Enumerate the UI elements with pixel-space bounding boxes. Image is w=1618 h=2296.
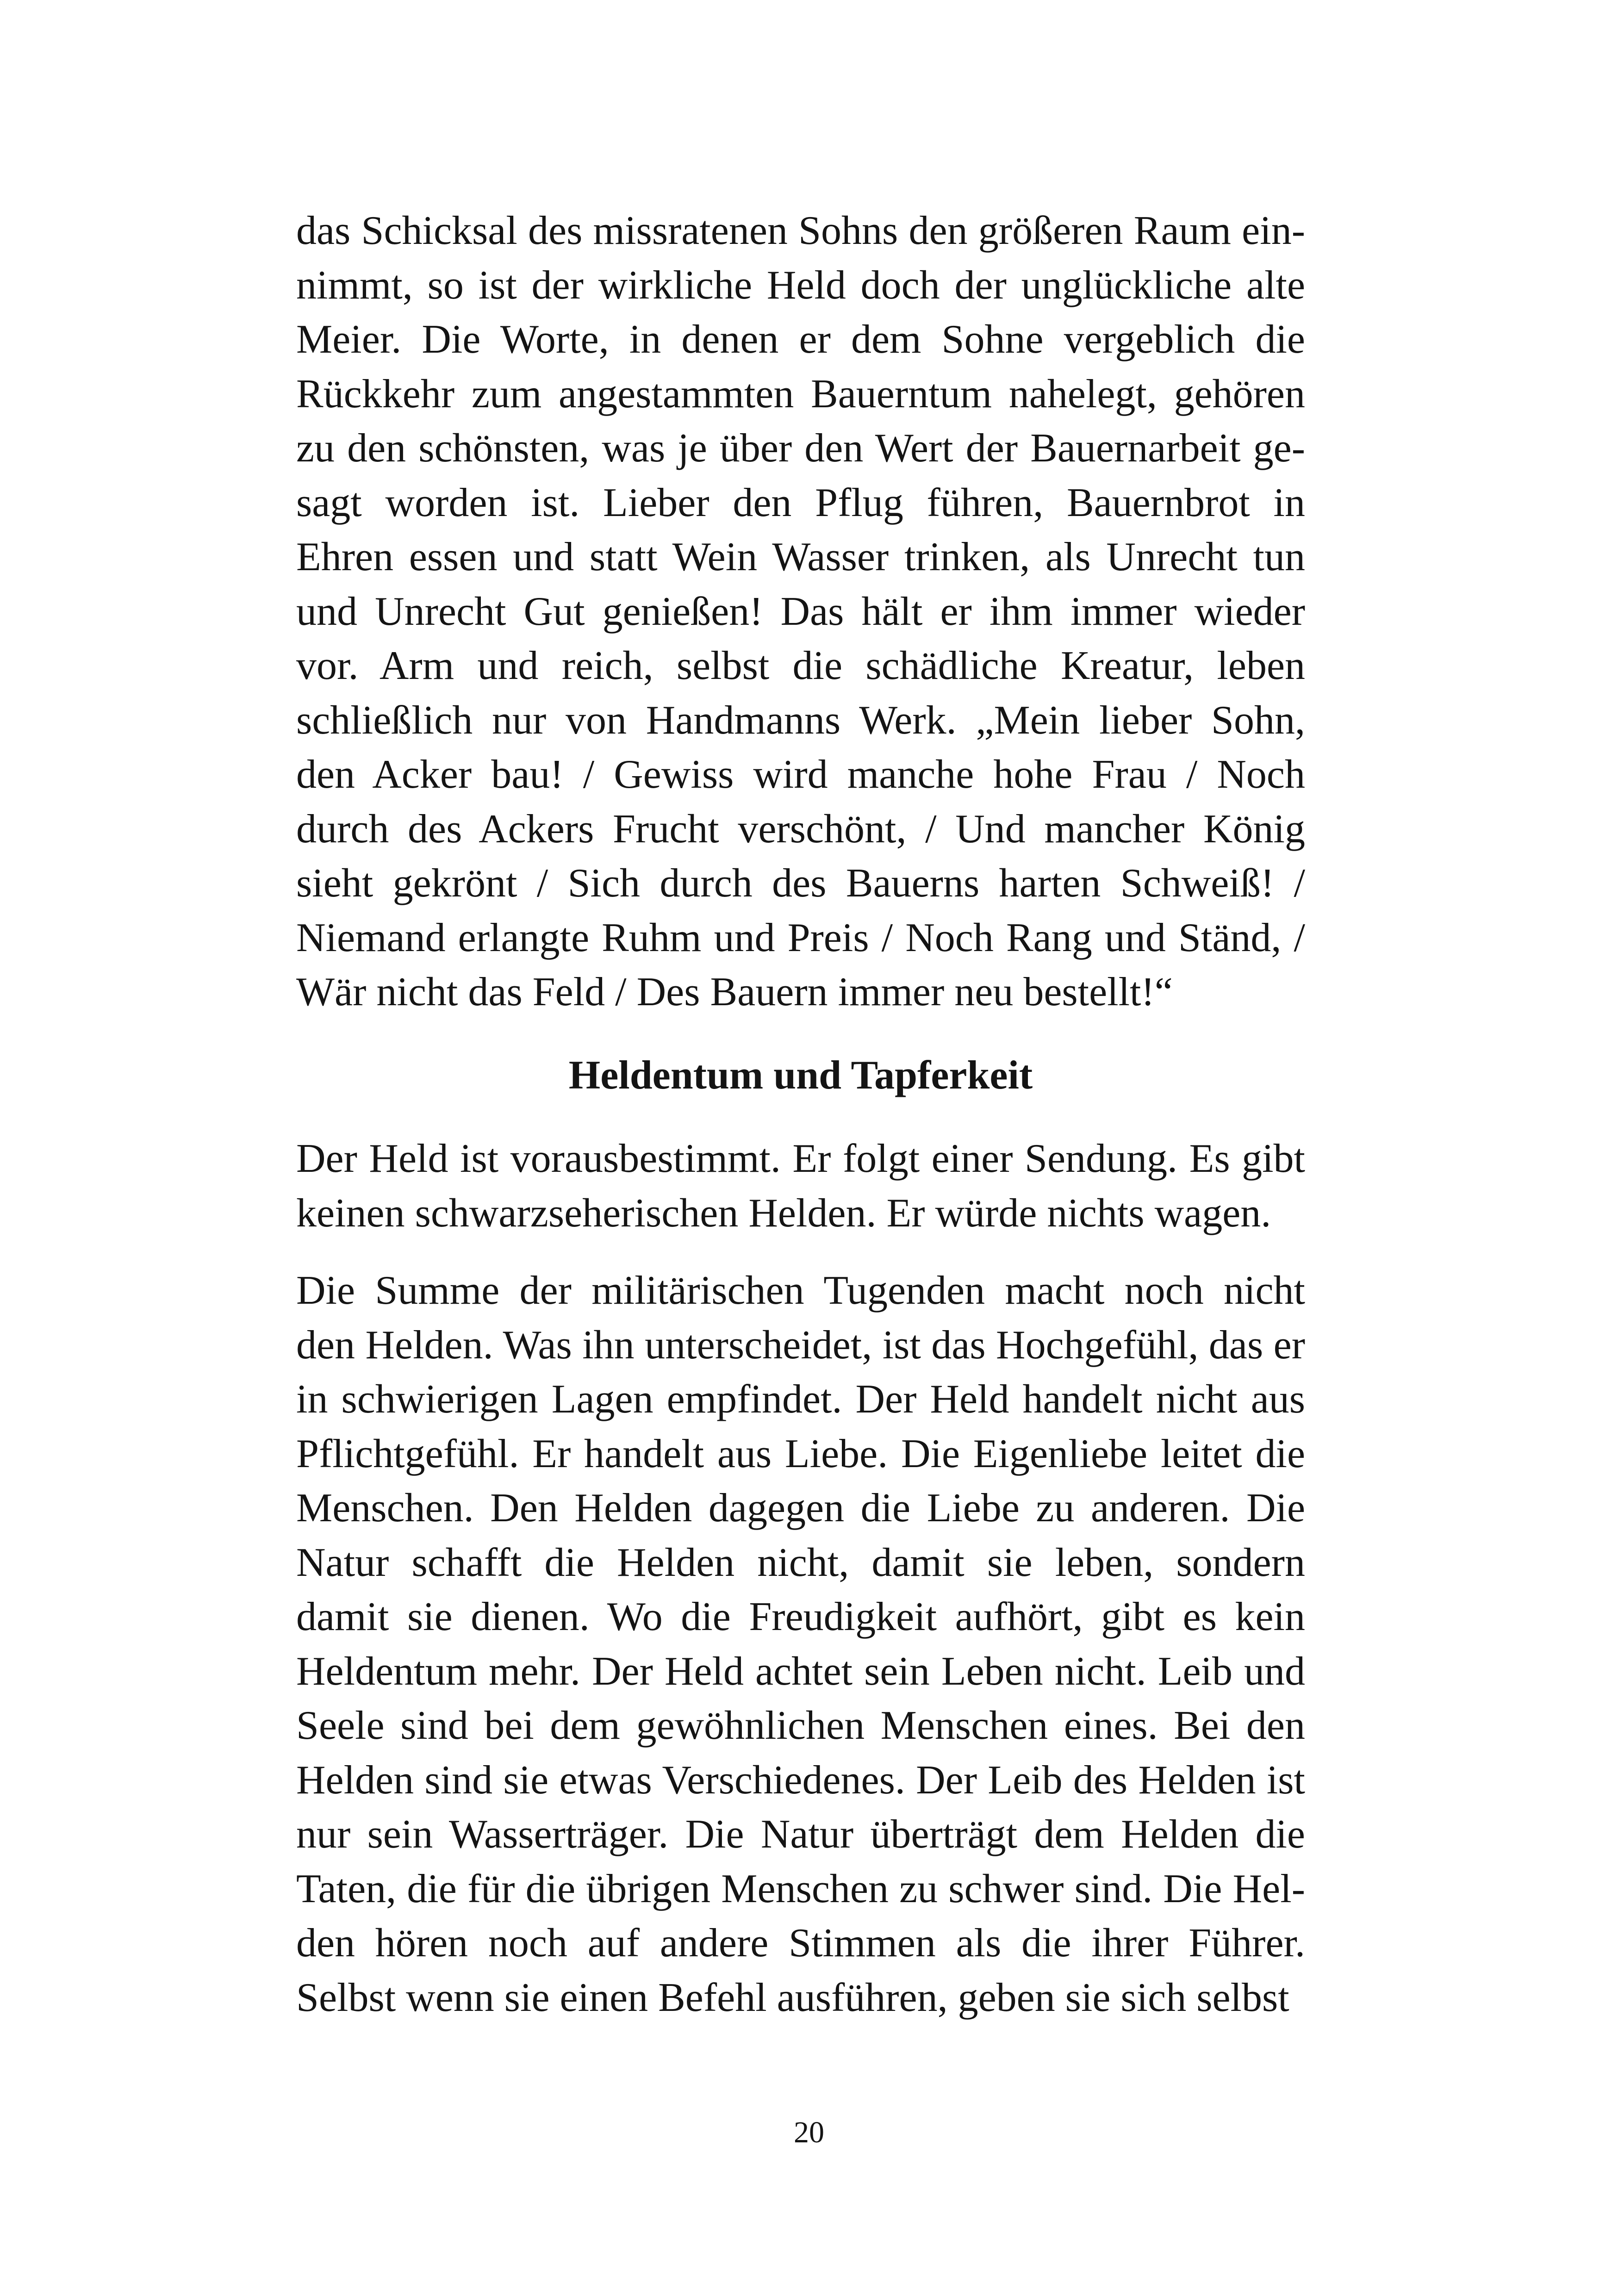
section-heading: Heldentum und Tapferkeit [568, 1053, 1033, 1098]
body-paragraph-continued [296, 204, 1305, 1020]
body-paragraph [296, 1132, 1305, 1240]
page-number: 20 [794, 2116, 824, 2149]
paragraph-text: Die Summe der militärischen Tugenden macht noch nicht den Helden. Was ihn unterscheidet, ist das Hochgefühl, das er in schwierigen Lagen empfindet. Der Held handelt nicht aus Pflichtgefühl. Er handelt aus Liebe. Die Eigenliebe leitet die Menschen. Den Helden dagegen die Liebe zu anderen. Die Natur schafft die Helden nicht, damit sie leben, sondern damit sie dienen. Wo die Freudigkeit aufhört, gibt es kein Heldentum mehr. Der Held achtet sein Leben nicht. Leib und Seele sind bei dem gewöhnlichen Menschen eines. Bei den Helden sind sie etwas Verschiedenes. Der Leib des Helden ist nur sein Wasserträger. Die Natur überträgt dem Helden die Taten, die für die übrigen Menschen zu schwer sind. Die Helden hören noch auf andere Stimmen als die ihrer Führer. Selbst wenn sie einen Befehl ausführen, geben sie sich selbst [296, 1268, 1305, 2020]
body-paragraph [296, 1263, 1305, 2025]
paragraph-text: das Schicksal des missratenen Sohns den größeren Raum einnimmt, so ist der wirkliche Held doch der unglückliche alte Meier. Die Worte, in denen er dem Sohne vergeblich die Rückkehr zum angestammten Bauerntum nahelegt, gehören zu den schönsten, was je über den Wert der Bauernarbeit gesagt worden ist. Lieber den Pflug führen, Bauernbrot in Ehren essen und statt Wein Wasser trinken, als Unrecht tun und Unrecht Gut genießen! Das hält er ihm immer wieder vor. Arm und reich, selbst die schädliche Kreatur, leben schließlich nur von Handmanns Werk. „Mein lieber Sohn, den Acker bau! / Gewiss wird manche hohe Frau / Noch durch des Ackers Frucht verschönt, / Und mancher König sieht gekrönt / Sich durch des Bauerns harten Schweiß! / Niemand erlangte Ruhm und Preis / Noch Rang und Ständ, / Wär nicht das Feld / Des Bauern immer neu bestellt!“ [296, 208, 1305, 1014]
paragraph-text: Der Held ist vorausbestimmt. Er folgt einer Sendung. Es gibt keinen schwarzseherischen Helden. Er würde nichts wagen. [296, 1136, 1305, 1236]
